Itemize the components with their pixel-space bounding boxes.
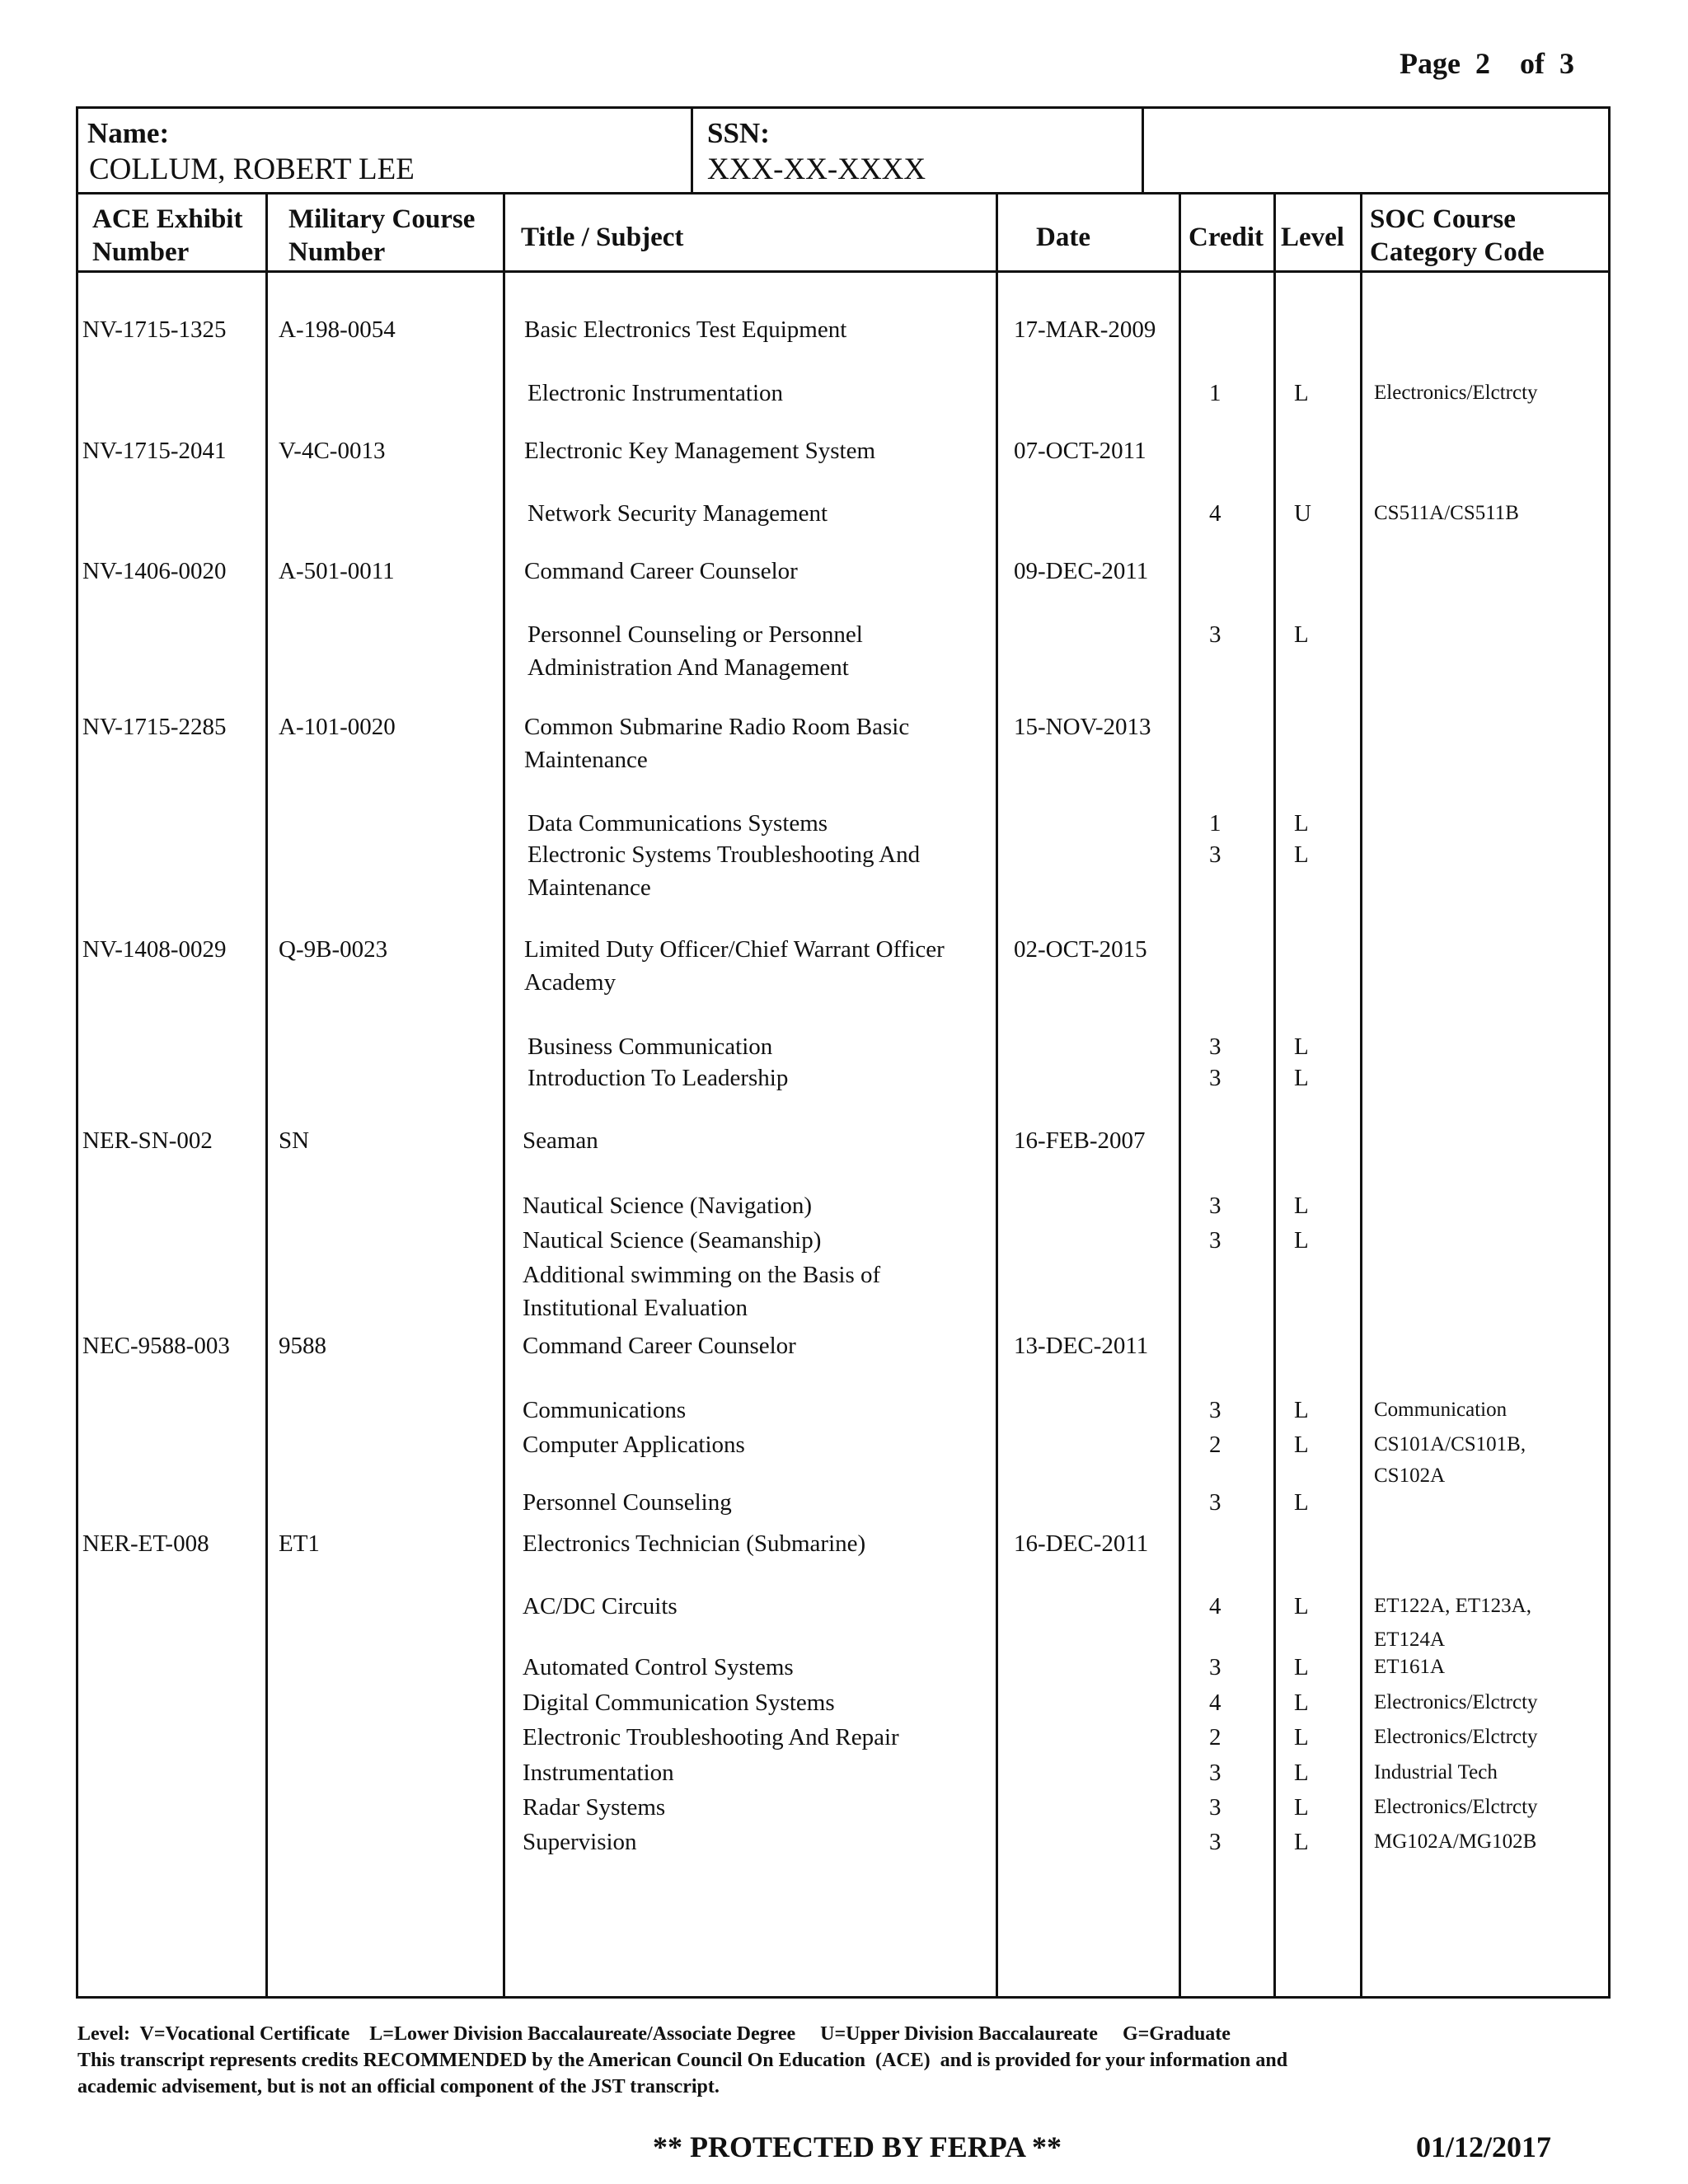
ace-exhibit-number: NEC-9588-003 — [82, 1333, 230, 1359]
course-date: 13-DEC-2011 — [1014, 1333, 1149, 1359]
course-title: Electronic Troubleshooting And Repair — [523, 1724, 899, 1750]
legend-levels: Level: V=Vocational Certificate L=Lower Division Baccalaureate/Associate Degree U=Upper Division Baccalaureate G=Graduate — [77, 2023, 1231, 2045]
col-ace-header: ACE Exhibit Number — [92, 204, 243, 267]
ssn-right-divider — [1142, 106, 1144, 194]
page-of-label: of — [1519, 47, 1545, 80]
course-title: Nautical Science (Navigation) — [523, 1193, 813, 1219]
ferpa-notice: ** PROTECTED BY FERPA ** — [653, 2130, 1062, 2163]
soc-category-code: Industrial Tech — [1374, 1761, 1498, 1783]
course-title: Computer Applications — [523, 1432, 745, 1458]
level-value: L — [1294, 841, 1309, 868]
ace-exhibit-number: NV-1406-0020 — [82, 558, 227, 584]
soc-category-code: ET122A, ET123A, — [1374, 1595, 1531, 1617]
course-title: Command Career Counselor — [524, 558, 798, 584]
course-title: Academy — [524, 969, 617, 996]
ace-exhibit-number: NV-1715-2285 — [82, 714, 227, 740]
student-ssn: XXX-XX-XXXX — [707, 152, 926, 186]
col-divider-1 — [265, 192, 268, 1999]
soc-category-code: CS511A/CS511B — [1374, 502, 1519, 524]
credit-value: 3 — [1209, 1760, 1221, 1786]
course-title: Command Career Counselor — [523, 1333, 796, 1359]
soc-category-code: Electronics/Elctrcty — [1374, 1691, 1538, 1713]
col-divider-6 — [1360, 192, 1362, 1999]
credit-value: 3 — [1209, 1794, 1221, 1821]
footer-date: 01/12/2017 — [1416, 2130, 1552, 2163]
course-title: Additional swimming on the Basis of — [523, 1262, 881, 1288]
column-header-divider — [76, 270, 1611, 273]
course-title: Personnel Counseling or Personnel — [528, 621, 863, 648]
credit-value: 3 — [1209, 1829, 1221, 1855]
col-date-header: Date — [1036, 223, 1090, 252]
level-value: L — [1294, 1065, 1309, 1091]
soc-category-code: ET161A — [1374, 1656, 1446, 1678]
course-title: Nautical Science (Seamanship) — [523, 1227, 822, 1254]
level-value: L — [1294, 1489, 1309, 1516]
col-soc-header: SOC Course Category Code — [1370, 204, 1545, 267]
course-date: 15-NOV-2013 — [1014, 714, 1151, 740]
legend-line2: This transcript represents credits RECOMMENDED by the American Council On Education (ACE) and is provided for your information and — [77, 2050, 1288, 2071]
ace-exhibit-number: NV-1715-2041 — [82, 438, 227, 464]
credit-value: 4 — [1209, 1593, 1221, 1619]
military-course-number: A-501-0011 — [279, 558, 395, 584]
col-military-header: Military Course Number — [288, 204, 476, 267]
level-value: L — [1294, 1227, 1309, 1254]
ace-exhibit-number: NER-SN-002 — [82, 1127, 213, 1154]
course-title: Network Security Management — [528, 500, 828, 527]
student-name: COLLUM, ROBERT LEE — [89, 152, 415, 186]
level-value: L — [1294, 1794, 1309, 1821]
soc-category-code: ET124A — [1374, 1629, 1446, 1651]
course-date: 07-OCT-2011 — [1014, 438, 1146, 464]
col-divider-3 — [996, 192, 998, 1999]
col-divider-5 — [1273, 192, 1276, 1999]
ace-exhibit-number: NV-1715-1325 — [82, 316, 227, 343]
military-course-number: 9588 — [279, 1333, 326, 1359]
level-value: L — [1294, 1760, 1309, 1786]
course-title: Electronic Systems Troubleshooting And — [528, 841, 921, 868]
course-title: Digital Communication Systems — [523, 1690, 835, 1716]
credit-value: 3 — [1209, 1033, 1221, 1060]
course-date: 17-MAR-2009 — [1014, 316, 1156, 343]
military-course-number: Q-9B-0023 — [279, 936, 388, 963]
level-value: L — [1294, 810, 1309, 837]
course-date: 09-DEC-2011 — [1014, 558, 1149, 584]
name-label: Name: — [87, 117, 170, 149]
course-title: AC/DC Circuits — [523, 1593, 678, 1619]
military-course-number: ET1 — [279, 1530, 320, 1557]
level-value: L — [1294, 1033, 1309, 1060]
col-title-header: Title / Subject — [521, 223, 684, 252]
credit-value: 3 — [1209, 1654, 1221, 1680]
course-date: 02-OCT-2015 — [1014, 936, 1147, 963]
level-value: L — [1294, 1690, 1309, 1716]
course-title: Automated Control Systems — [523, 1654, 794, 1680]
ssn-label: SSN: — [707, 117, 770, 149]
level-value: L — [1294, 1654, 1309, 1680]
level-value: L — [1294, 1193, 1309, 1219]
credit-value: 2 — [1209, 1724, 1221, 1750]
credit-value: 1 — [1209, 810, 1221, 837]
course-title: Business Communication — [528, 1033, 773, 1060]
course-title: Data Communications Systems — [528, 810, 828, 837]
military-course-number: SN — [279, 1127, 310, 1154]
credit-value: 4 — [1209, 1690, 1221, 1716]
credit-value: 3 — [1209, 841, 1221, 868]
course-title: Instrumentation — [523, 1760, 674, 1786]
soc-category-code: Communication — [1374, 1399, 1507, 1421]
course-title: Common Submarine Radio Room Basic — [524, 714, 910, 740]
ace-exhibit-number: NV-1408-0029 — [82, 936, 227, 963]
col-level-header: Level — [1281, 223, 1344, 252]
course-title: Electronic Key Management System — [524, 438, 876, 464]
credit-value: 3 — [1209, 1227, 1221, 1254]
military-course-number: A-198-0054 — [279, 316, 396, 343]
course-title: Limited Duty Officer/Chief Warrant Officer — [524, 936, 945, 963]
legend-line3: academic advisement, but is not an official component of the JST transcript. — [77, 2076, 720, 2097]
course-title: Supervision — [523, 1829, 637, 1855]
course-date: 16-FEB-2007 — [1014, 1127, 1146, 1154]
course-title: Maintenance — [524, 747, 648, 773]
course-title: Introduction To Leadership — [528, 1065, 789, 1091]
ace-exhibit-number: NER-ET-008 — [82, 1530, 209, 1557]
military-course-number: A-101-0020 — [279, 714, 396, 740]
credit-value: 2 — [1209, 1432, 1221, 1458]
level-value: L — [1294, 1432, 1309, 1458]
page-total: 3 — [1559, 47, 1574, 80]
level-value: L — [1294, 1593, 1309, 1619]
military-course-number: V-4C-0013 — [279, 438, 386, 464]
level-value: U — [1294, 500, 1311, 527]
course-title: Electronics Technician (Submarine) — [523, 1530, 866, 1557]
col-credit-header: Credit — [1189, 223, 1264, 252]
credit-value: 3 — [1209, 1193, 1221, 1219]
course-title: Administration And Management — [528, 654, 849, 681]
level-value: L — [1294, 1829, 1309, 1855]
course-title: Institutional Evaluation — [523, 1295, 748, 1321]
soc-category-code: MG102A/MG102B — [1374, 1830, 1537, 1853]
course-title: Personnel Counseling — [523, 1489, 732, 1516]
credit-value: 4 — [1209, 500, 1221, 527]
soc-category-code: CS102A — [1374, 1465, 1446, 1487]
course-title: Basic Electronics Test Equipment — [524, 316, 847, 343]
course-title: Electronic Instrumentation — [528, 380, 784, 406]
level-value: L — [1294, 1397, 1309, 1423]
credit-value: 3 — [1209, 621, 1221, 648]
credit-value: 3 — [1209, 1397, 1221, 1423]
soc-category-code: Electronics/Elctrcty — [1374, 1796, 1538, 1818]
credit-value: 3 — [1209, 1065, 1221, 1091]
course-title: Radar Systems — [523, 1794, 666, 1821]
level-legend — [77, 2021, 1594, 2100]
ssn-divider — [691, 106, 693, 194]
level-value: L — [1294, 380, 1309, 406]
name-row-divider — [76, 192, 1611, 194]
course-title: Seaman — [523, 1127, 598, 1154]
soc-category-code: Electronics/Elctrcty — [1374, 1726, 1538, 1748]
course-date: 16-DEC-2011 — [1014, 1530, 1149, 1557]
page-label: Page — [1400, 47, 1461, 80]
page-number — [1400, 46, 1574, 81]
soc-category-code: CS101A/CS101B, — [1374, 1433, 1526, 1455]
credit-value: 3 — [1209, 1489, 1221, 1516]
course-title: Maintenance — [528, 874, 651, 901]
course-title: Communications — [523, 1397, 687, 1423]
soc-category-code: Electronics/Elctrcty — [1374, 382, 1538, 404]
col-divider-4 — [1179, 192, 1181, 1999]
level-value: L — [1294, 1724, 1309, 1750]
page-num: 2 — [1475, 47, 1490, 80]
credit-value: 1 — [1209, 380, 1221, 406]
col-divider-2 — [503, 192, 505, 1999]
level-value: L — [1294, 621, 1309, 648]
